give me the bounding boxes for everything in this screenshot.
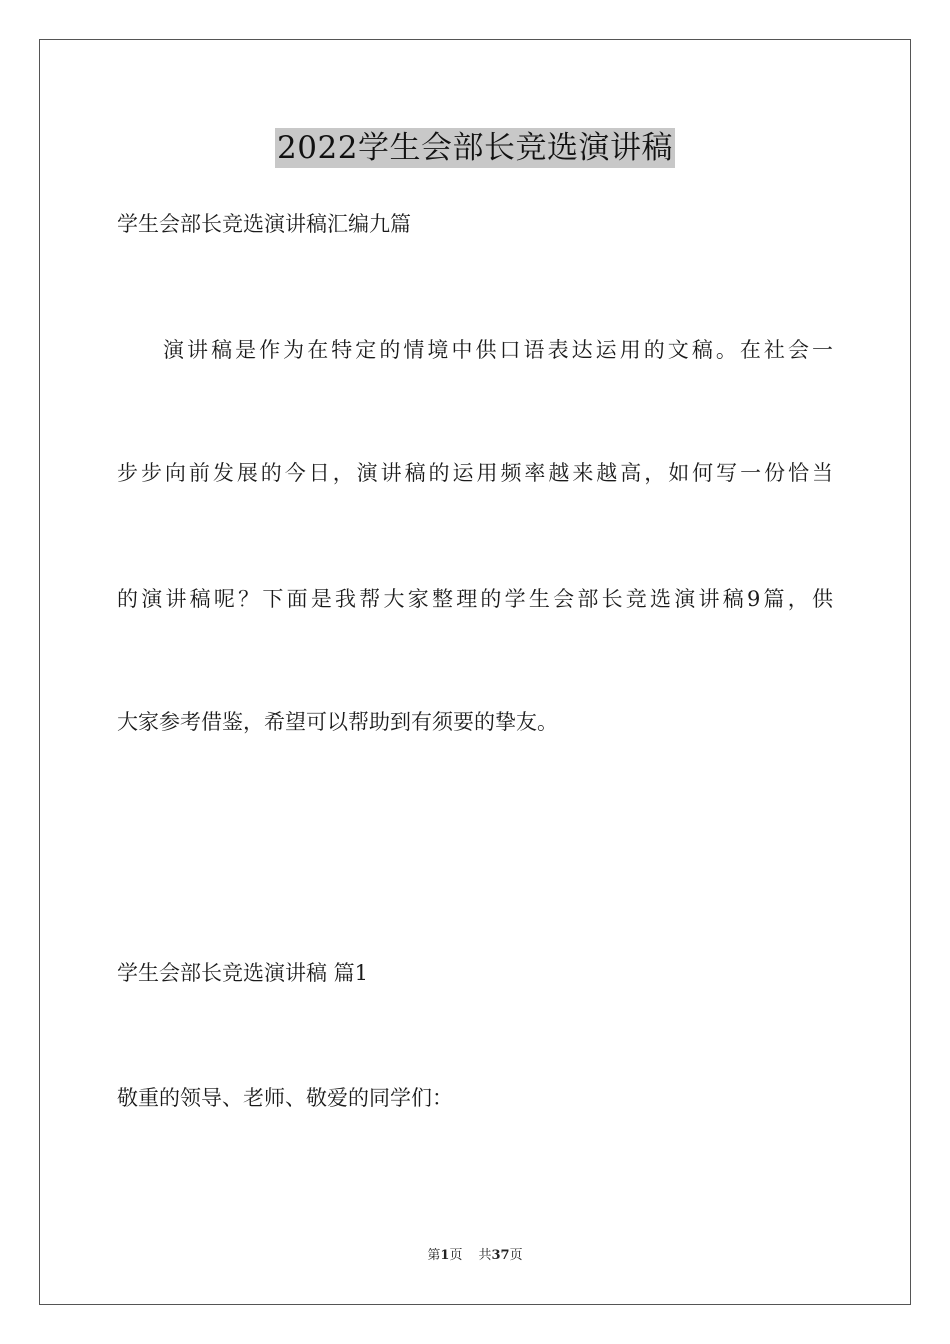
page-prefix: 第: [427, 1248, 441, 1263]
section-heading: 学生会部长竞选演讲稿 篇1: [117, 961, 369, 985]
title-container: [0, 128, 950, 168]
page-suffix: 页: [449, 1248, 463, 1263]
intro-line-2: 步步向前发展的今日，演讲稿的运用频率越来越高，如何写一份恰当: [117, 461, 833, 485]
document-title: 2022学生会部长竞选演讲稿: [277, 130, 673, 166]
intro-line-1: 演讲稿是作为在特定的情境中供口语表达运用的文稿。在社会一: [163, 338, 833, 362]
salutation: 敬重的领导、老师、敬爱的同学们：: [117, 1086, 453, 1110]
document-subtitle: 学生会部长竞选演讲稿汇编九篇: [117, 212, 411, 236]
total-prefix: 共: [478, 1248, 492, 1263]
intro-line-4: 大家参考借鉴，希望可以帮助到有须要的挚友。: [117, 710, 558, 734]
page-footer: [0, 1247, 950, 1265]
intro-line-3: 的演讲稿呢？下面是我帮大家整理的学生会部长竞选演讲稿9篇，供: [117, 587, 833, 611]
total-pages: 37: [491, 1248, 510, 1263]
page-number: 1: [440, 1248, 450, 1263]
total-suffix: 页: [509, 1248, 523, 1263]
